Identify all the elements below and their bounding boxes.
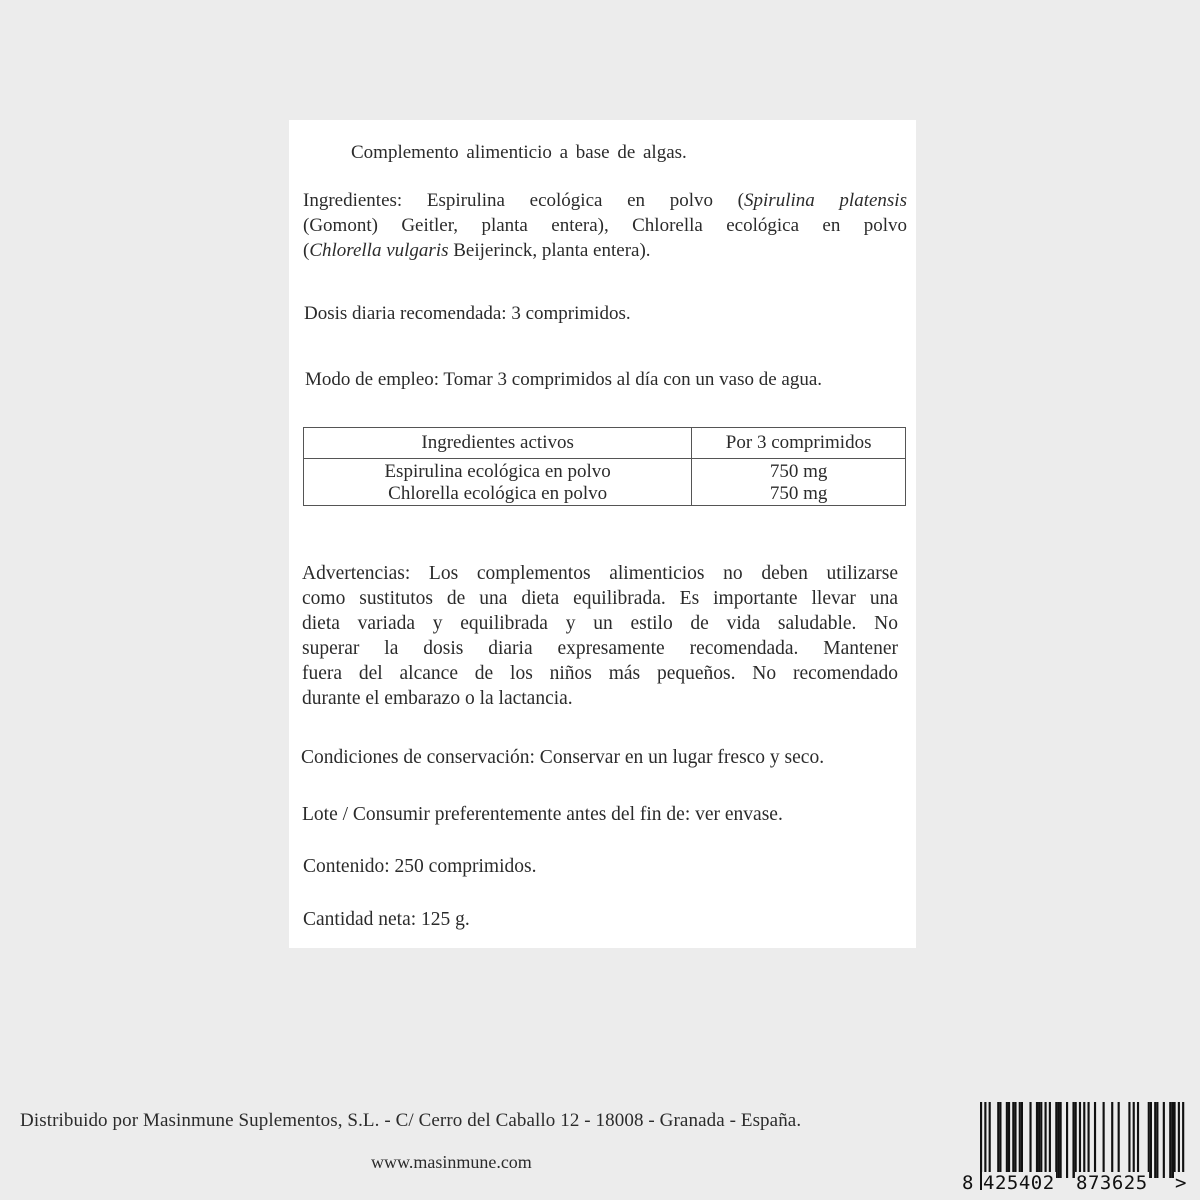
barcode-bar [1075, 1102, 1077, 1178]
barcode-bar [997, 1102, 999, 1178]
barcode-bar [1174, 1102, 1176, 1178]
barcode-bar [1156, 1102, 1158, 1178]
product-description: Complemento alimenticio a base de algas. [351, 142, 687, 163]
usage-instructions: Modo de empleo: Tomar 3 comprimidos al día con un vaso de agua. [305, 369, 823, 390]
website-url: www.masinmune.com [371, 1152, 532, 1172]
barcode-bar [1111, 1102, 1113, 1178]
barcode-bar [1029, 1102, 1031, 1178]
barcode-bar [1038, 1102, 1040, 1178]
ingredients-line-2: (Gomont) Geitler, planta entera), Chlorella ecológica en polvo [303, 215, 907, 236]
table-header-ingredient: Ingredientes activos [304, 428, 692, 459]
barcode-bar [1169, 1102, 1171, 1178]
barcode-bar [1150, 1102, 1152, 1178]
barcode-bar [1019, 1102, 1021, 1178]
barcode-bar [1057, 1102, 1059, 1178]
barcode-bar [1088, 1102, 1090, 1178]
warnings-text [302, 561, 898, 711]
barcode-bar [1055, 1102, 1057, 1178]
spirulina-species-name: Spirulina platensis [744, 190, 907, 211]
warnings-line: fuera del alcance de los niños más pequeños. No recomendado [302, 663, 898, 684]
ingredients-line-1 [303, 188, 907, 213]
ean13-barcode [960, 1102, 1192, 1198]
ingredient-amounts-cell [692, 459, 906, 506]
barcode-bar [1014, 1102, 1016, 1178]
barcode-bar [1103, 1102, 1105, 1178]
barcode-bar [1148, 1102, 1150, 1178]
table-row [304, 459, 906, 506]
warnings-line: Advertencias: Los complementos alimenticios no deben utilizarse [302, 563, 898, 584]
barcode-bar [1040, 1102, 1042, 1178]
barcode-bar [1118, 1102, 1120, 1178]
barcode-bar [1072, 1102, 1074, 1178]
ingredients-text-part: ( [303, 240, 310, 261]
warnings-line: superar la dosis diaria expresamente recomendada. Mantener [302, 638, 898, 659]
barcode-bar [1163, 1102, 1165, 1178]
warnings-line: durante el embarazo o la lactancia. [302, 688, 573, 709]
barcode-digits [960, 1172, 1192, 1196]
barcode-bar [1171, 1102, 1173, 1178]
product-label-panel [289, 120, 916, 948]
ingredients-text [303, 188, 907, 263]
net-quantity: Cantidad neta: 125 g. [303, 909, 470, 930]
warnings-line: dieta variada y equilibrada y un estilo de vida saludable. No [302, 613, 898, 634]
barcode-first-digit: 8 [962, 1172, 974, 1194]
barcode-bar [1094, 1102, 1096, 1178]
active-ingredients-table [303, 427, 906, 506]
table-header-amount: Por 3 comprimidos [692, 428, 906, 459]
recommended-dose: Dosis diaria recomendada: 3 comprimidos. [304, 303, 631, 324]
package-contents: Contenido: 250 comprimidos. [303, 856, 537, 877]
barcode-left-group: 425402 [983, 1172, 1055, 1194]
ingredient-amount: 750 mg [769, 461, 828, 482]
barcode-bar [1066, 1102, 1068, 1178]
barcode-bar [1133, 1102, 1135, 1178]
barcode-bar [1021, 1102, 1023, 1178]
barcode-bar [1036, 1102, 1038, 1178]
barcode-bar [989, 1102, 991, 1178]
barcode-bar [1049, 1102, 1051, 1178]
ingredient-name: Espirulina ecológica en polvo [384, 461, 611, 482]
ingredients-text-part: Beijerinck, planta entera). [448, 240, 651, 261]
barcode-bar [1154, 1102, 1156, 1178]
barcode-right-group: 873625 [1076, 1172, 1148, 1194]
chlorella-species-name: Chlorella vulgaris [309, 240, 449, 261]
barcode-bar [1137, 1102, 1139, 1178]
ingredients-line-3 [303, 238, 907, 263]
barcode-bar [1128, 1102, 1130, 1178]
warnings-line: como sustitutos de una dieta equilibrada. Es importante llevar una [302, 588, 898, 609]
barcode-bar [1008, 1102, 1010, 1178]
ingredient-amount: 750 mg [769, 483, 828, 504]
ingredients-text-part: Ingredientes: Espirulina ecológica en polvo ( [303, 190, 745, 211]
storage-conditions: Condiciones de conservación: Conservar en un lugar fresco y seco. [301, 747, 825, 768]
barcode-end-mark: > [1175, 1172, 1187, 1194]
barcode-bar [1012, 1102, 1014, 1178]
barcode-bar [1045, 1102, 1047, 1178]
lot-best-before: Lote / Consumir preferentemente antes del fin de: ver envase. [302, 804, 783, 825]
table-header-row [304, 428, 906, 459]
barcode-bar [999, 1102, 1001, 1178]
barcode-bar [1060, 1102, 1062, 1178]
ingredient-names-cell [304, 459, 692, 506]
barcode-bar [1006, 1102, 1008, 1178]
distributor-info: Distribuido por Masinmune Suplementos, S.L. - C/ Cerro del Caballo 12 - 18008 - Granada - España. [20, 1110, 802, 1131]
ingredient-name: Chlorella ecológica en polvo [388, 483, 608, 504]
